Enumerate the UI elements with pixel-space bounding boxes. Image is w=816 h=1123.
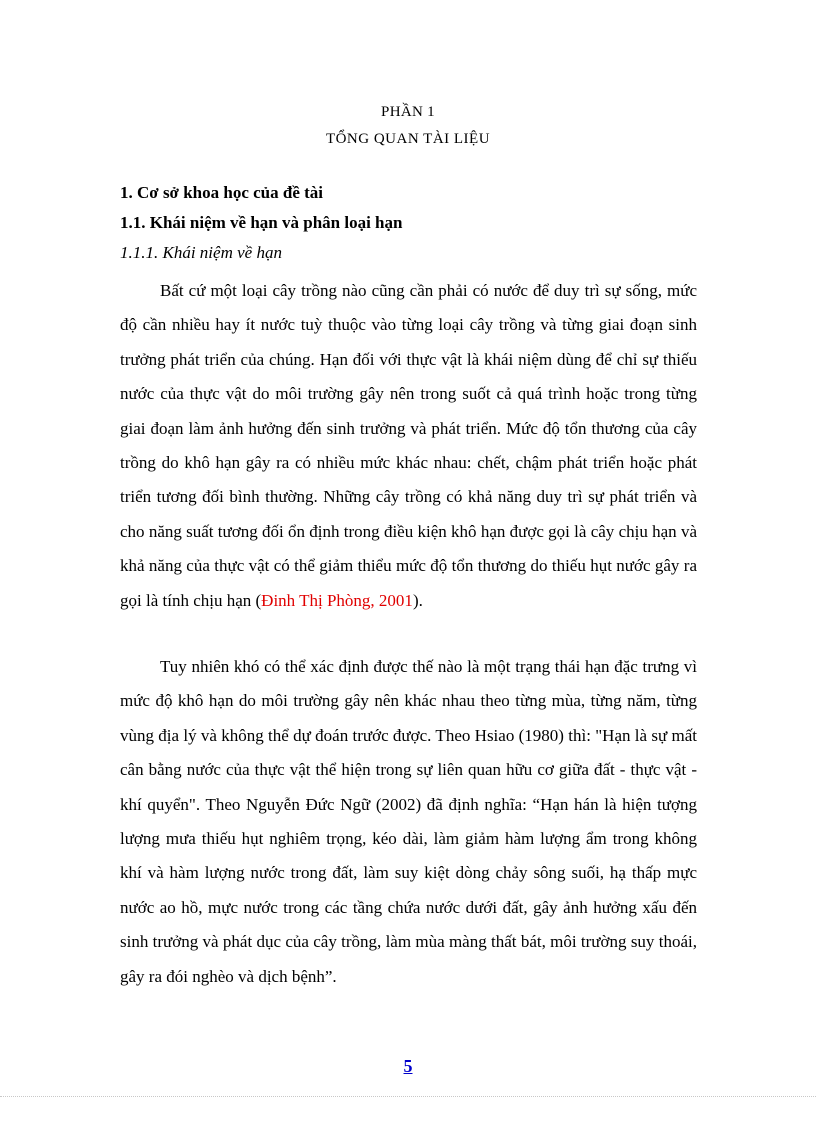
- paragraph-2: Tuy nhiên khó có thể xác định được thế nào là một trạng thái hạn đặc trưng vì mức độ khô hạn do môi trường gây nên khác nhau theo từng mùa, từng năm, từng vùng địa lý và không thể dự đoán trước được. Theo Hsiao (1980) thì: "Hạn là sự mất cân bằng nước của thực vật thể hiện trong sự liên quan hữu cơ giữa đất - thực vật - khí quyển". Theo Nguyễn Đức Ngữ (2002) đã định nghĩa: “Hạn hán là hiện tượng lượng mưa thiếu hụt nghiêm trọng, kéo dài, làm giảm hàm lượng ẩm trong không khí và hàm lượng nước trong đất, làm suy kiệt dòng chảy sông suối, hạ thấp mực nước ao hồ, mực nước trong các tầng chứa nước dưới đất, gây ảnh hưởng xấu đến sinh trưởng và phát dục của cây trồng, làm mùa màng thất bát, môi trường suy thoái, gây ra đói nghèo và dịch bệnh”.: [120, 657, 697, 986]
- section-heading-1-1: 1.1. Khái niệm về hạn và phân loại hạn: [120, 213, 403, 232]
- paragraph-1: [120, 274, 697, 618]
- part-label: PHẦN 1: [381, 104, 435, 120]
- paragraph-1-end: ).: [412, 590, 423, 610]
- section-heading-1-1-1: 1.1.1. Khái niệm về hạn: [120, 243, 282, 262]
- paragraph-1-text: Bất cứ một loại cây trồng nào cũng cần phải có nước để duy trì sự sống, mức độ cần nhiều hay ít nước tuỳ thuộc vào từng loại cây trồng và từng giai đoạn sinh trưởng phát triển của chúng. Hạn đối với thực vật là khái niệm dùng để chỉ sự thiếu nước của thực vật do môi trường gây nên trong suốt cả quá trình hoặc trong từng giai đoạn làm ảnh hưởng đến sinh trưởng và phát triển. Mức độ tổn thương của cây trồng do khô hạn gây ra có nhiều mức khác nhau: chết, chậm phát triển hoặc phát triển tương đối bình thường. Những cây trồng có khả năng duy trì sự phát triển và cho năng suất tương đối ổn định trong điều kiện khô hạn được gọi là cây chịu hạn và khả năng của thực vật có thể giảm thiểu mức độ tổn thương do thiếu hụt nước gây ra gọi là tính chịu hạn (: [120, 281, 697, 610]
- section-heading-1: 1. Cơ sở khoa học của đề tài: [120, 183, 324, 202]
- page-bottom-divider: [0, 1096, 816, 1097]
- citation-link[interactable]: Đinh Thị Phòng, 2001: [261, 590, 413, 610]
- chapter-title: TỔNG QUAN TÀI LIỆU: [325, 131, 491, 147]
- page-number[interactable]: 5: [403, 1056, 413, 1076]
